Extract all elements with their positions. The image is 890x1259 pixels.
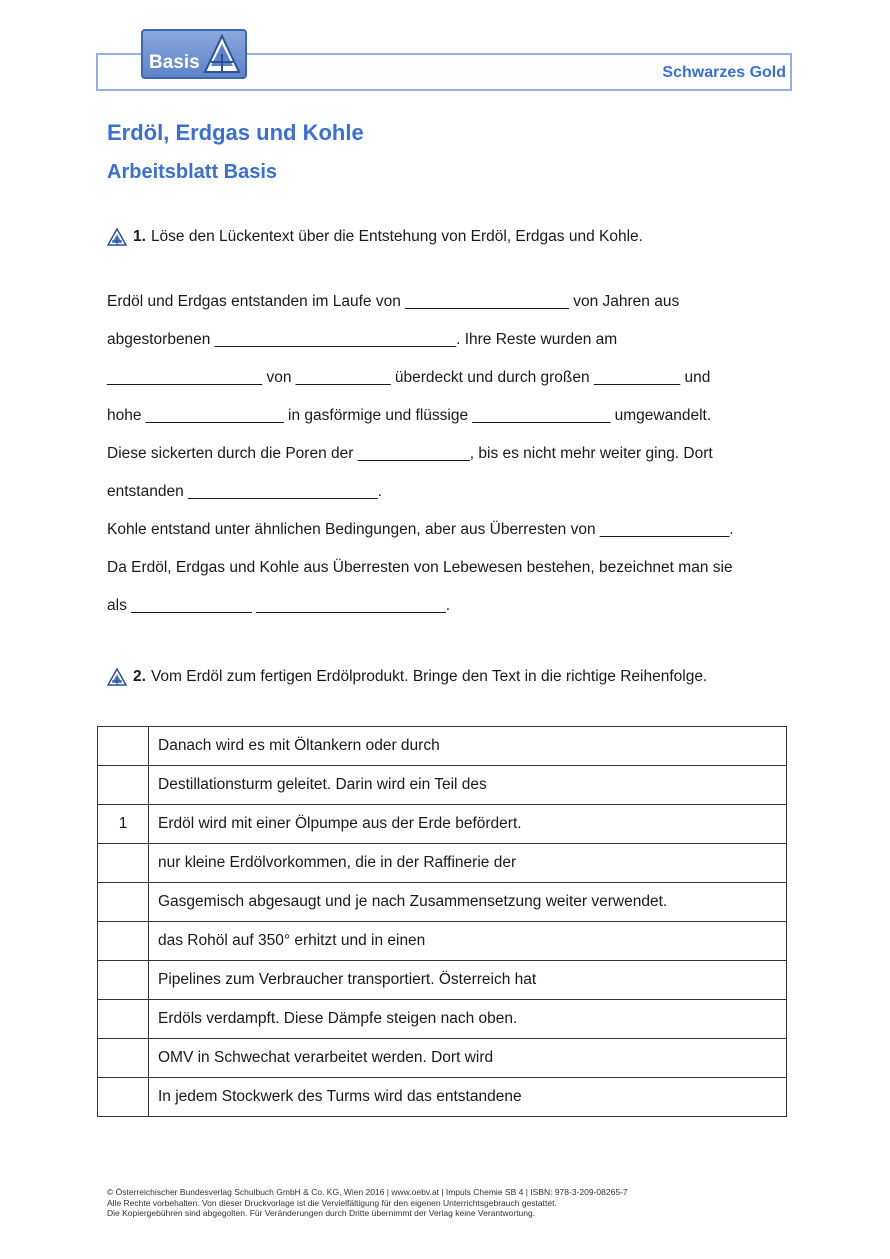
- task-2-number: 2.: [133, 668, 146, 685]
- task-1-heading: [107, 228, 643, 246]
- cloze-line: abgestorbenen ____________________________. Ihre Reste wurden am: [107, 331, 618, 348]
- pyramid-icon: [107, 668, 127, 686]
- basis-logo: [141, 29, 247, 79]
- order-number-cell[interactable]: [98, 1000, 149, 1039]
- order-number-cell[interactable]: [98, 727, 149, 766]
- pyramid-icon: [107, 228, 127, 246]
- order-number-cell[interactable]: [98, 1039, 149, 1078]
- order-text-cell: das Rohöl auf 350° erhitzt und in einen: [149, 922, 787, 961]
- cloze-line: hohe ________________ in gasförmige und flüssige ________________ umgewandelt.: [107, 407, 712, 424]
- cloze-line: Kohle entstand unter ähnlichen Bedingungen, aber aus Überresten von _______________.: [107, 521, 734, 538]
- ordering-table: [97, 726, 787, 1117]
- order-number-cell[interactable]: 1: [98, 805, 149, 844]
- topic-label: Schwarzes Gold: [662, 64, 786, 81]
- footer: [107, 1187, 628, 1219]
- footer-line: Die Kopiergebühren sind abgegolten. Für Veränderungen durch Dritte übernimmt der Verlag keine Verantwortung.: [107, 1208, 536, 1218]
- cloze-line: __________________ von ___________ überdeckt und durch großen __________ und: [107, 369, 711, 386]
- cloze-line: Erdöl und Erdgas entstanden im Laufe von ___________________ von Jahren aus: [107, 293, 680, 310]
- footer-line: © Österreichischer Bundesverlag Schulbuch GmbH & Co. KG, Wien 2016 | www.oebv.at | Impuls Chemie SB 4 | ISBN: 978-3-209-08265-7: [107, 1187, 628, 1197]
- table-row: [98, 883, 787, 922]
- table-row: [98, 922, 787, 961]
- page-title: Erdöl, Erdgas und Kohle: [107, 120, 364, 145]
- cloze-line: als ______________ ______________________.: [107, 597, 451, 614]
- order-text-cell: In jedem Stockwerk des Turms wird das entstandene: [149, 1078, 787, 1117]
- page-subtitle: Arbeitsblatt Basis: [107, 161, 278, 183]
- task-1-number: 1.: [133, 228, 146, 245]
- order-text-cell: Gasgemisch abgesaugt und je nach Zusammensetzung weiter verwendet.: [149, 883, 787, 922]
- table-row: [98, 1078, 787, 1117]
- table-row: [98, 844, 787, 883]
- footer-line: Alle Rechte vorbehalten. Von dieser Druckvorlage ist die Vervielfältigung für den eigenen Unterrichtsgebrauch gestattet.: [107, 1197, 557, 1208]
- task-2-heading: [107, 668, 707, 686]
- order-text-cell: Danach wird es mit Öltankern oder durch: [149, 727, 787, 766]
- table-row: [98, 727, 787, 766]
- cloze-line: Diese sickerten durch die Poren der _____________, bis es nicht mehr weiter ging. Dort: [107, 445, 713, 462]
- order-text-cell: Erdöl wird mit einer Ölpumpe aus der Erde befördert.: [149, 805, 787, 844]
- order-number-cell[interactable]: [98, 844, 149, 883]
- order-number-cell[interactable]: [98, 1078, 149, 1117]
- logo-text: Basis: [149, 52, 200, 73]
- table-row: [98, 766, 787, 805]
- table-row: [98, 1039, 787, 1078]
- cloze-line: entstanden ______________________.: [107, 483, 382, 500]
- order-number-cell[interactable]: [98, 883, 149, 922]
- task-1-instruction: Löse den Lückentext über die Entstehung von Erdöl, Erdgas und Kohle.: [150, 228, 643, 245]
- pyramid-icon: [203, 34, 241, 74]
- order-text-cell: nur kleine Erdölvorkommen, die in der Raffinerie der: [149, 844, 787, 883]
- cloze-text: [107, 283, 787, 625]
- table-row: [98, 805, 787, 844]
- order-text-cell: Erdöls verdampft. Diese Dämpfe steigen nach oben.: [149, 1000, 787, 1039]
- table-row: [98, 961, 787, 1000]
- task-2-instruction: Vom Erdöl zum fertigen Erdölprodukt. Bringe den Text in die richtige Reihenfolge.: [150, 668, 708, 685]
- order-text-cell: Destillationsturm geleitet. Darin wird ein Teil des: [149, 766, 787, 805]
- order-text-cell: OMV in Schwechat verarbeitet werden. Dort wird: [149, 1039, 787, 1078]
- table-row: [98, 1000, 787, 1039]
- order-number-cell[interactable]: [98, 922, 149, 961]
- order-text-cell: Pipelines zum Verbraucher transportiert. Österreich hat: [149, 961, 787, 1000]
- order-number-cell[interactable]: [98, 766, 149, 805]
- cloze-line: Da Erdöl, Erdgas und Kohle aus Überresten von Lebewesen bestehen, bezeichnet man sie: [107, 559, 733, 576]
- order-number-cell[interactable]: [98, 961, 149, 1000]
